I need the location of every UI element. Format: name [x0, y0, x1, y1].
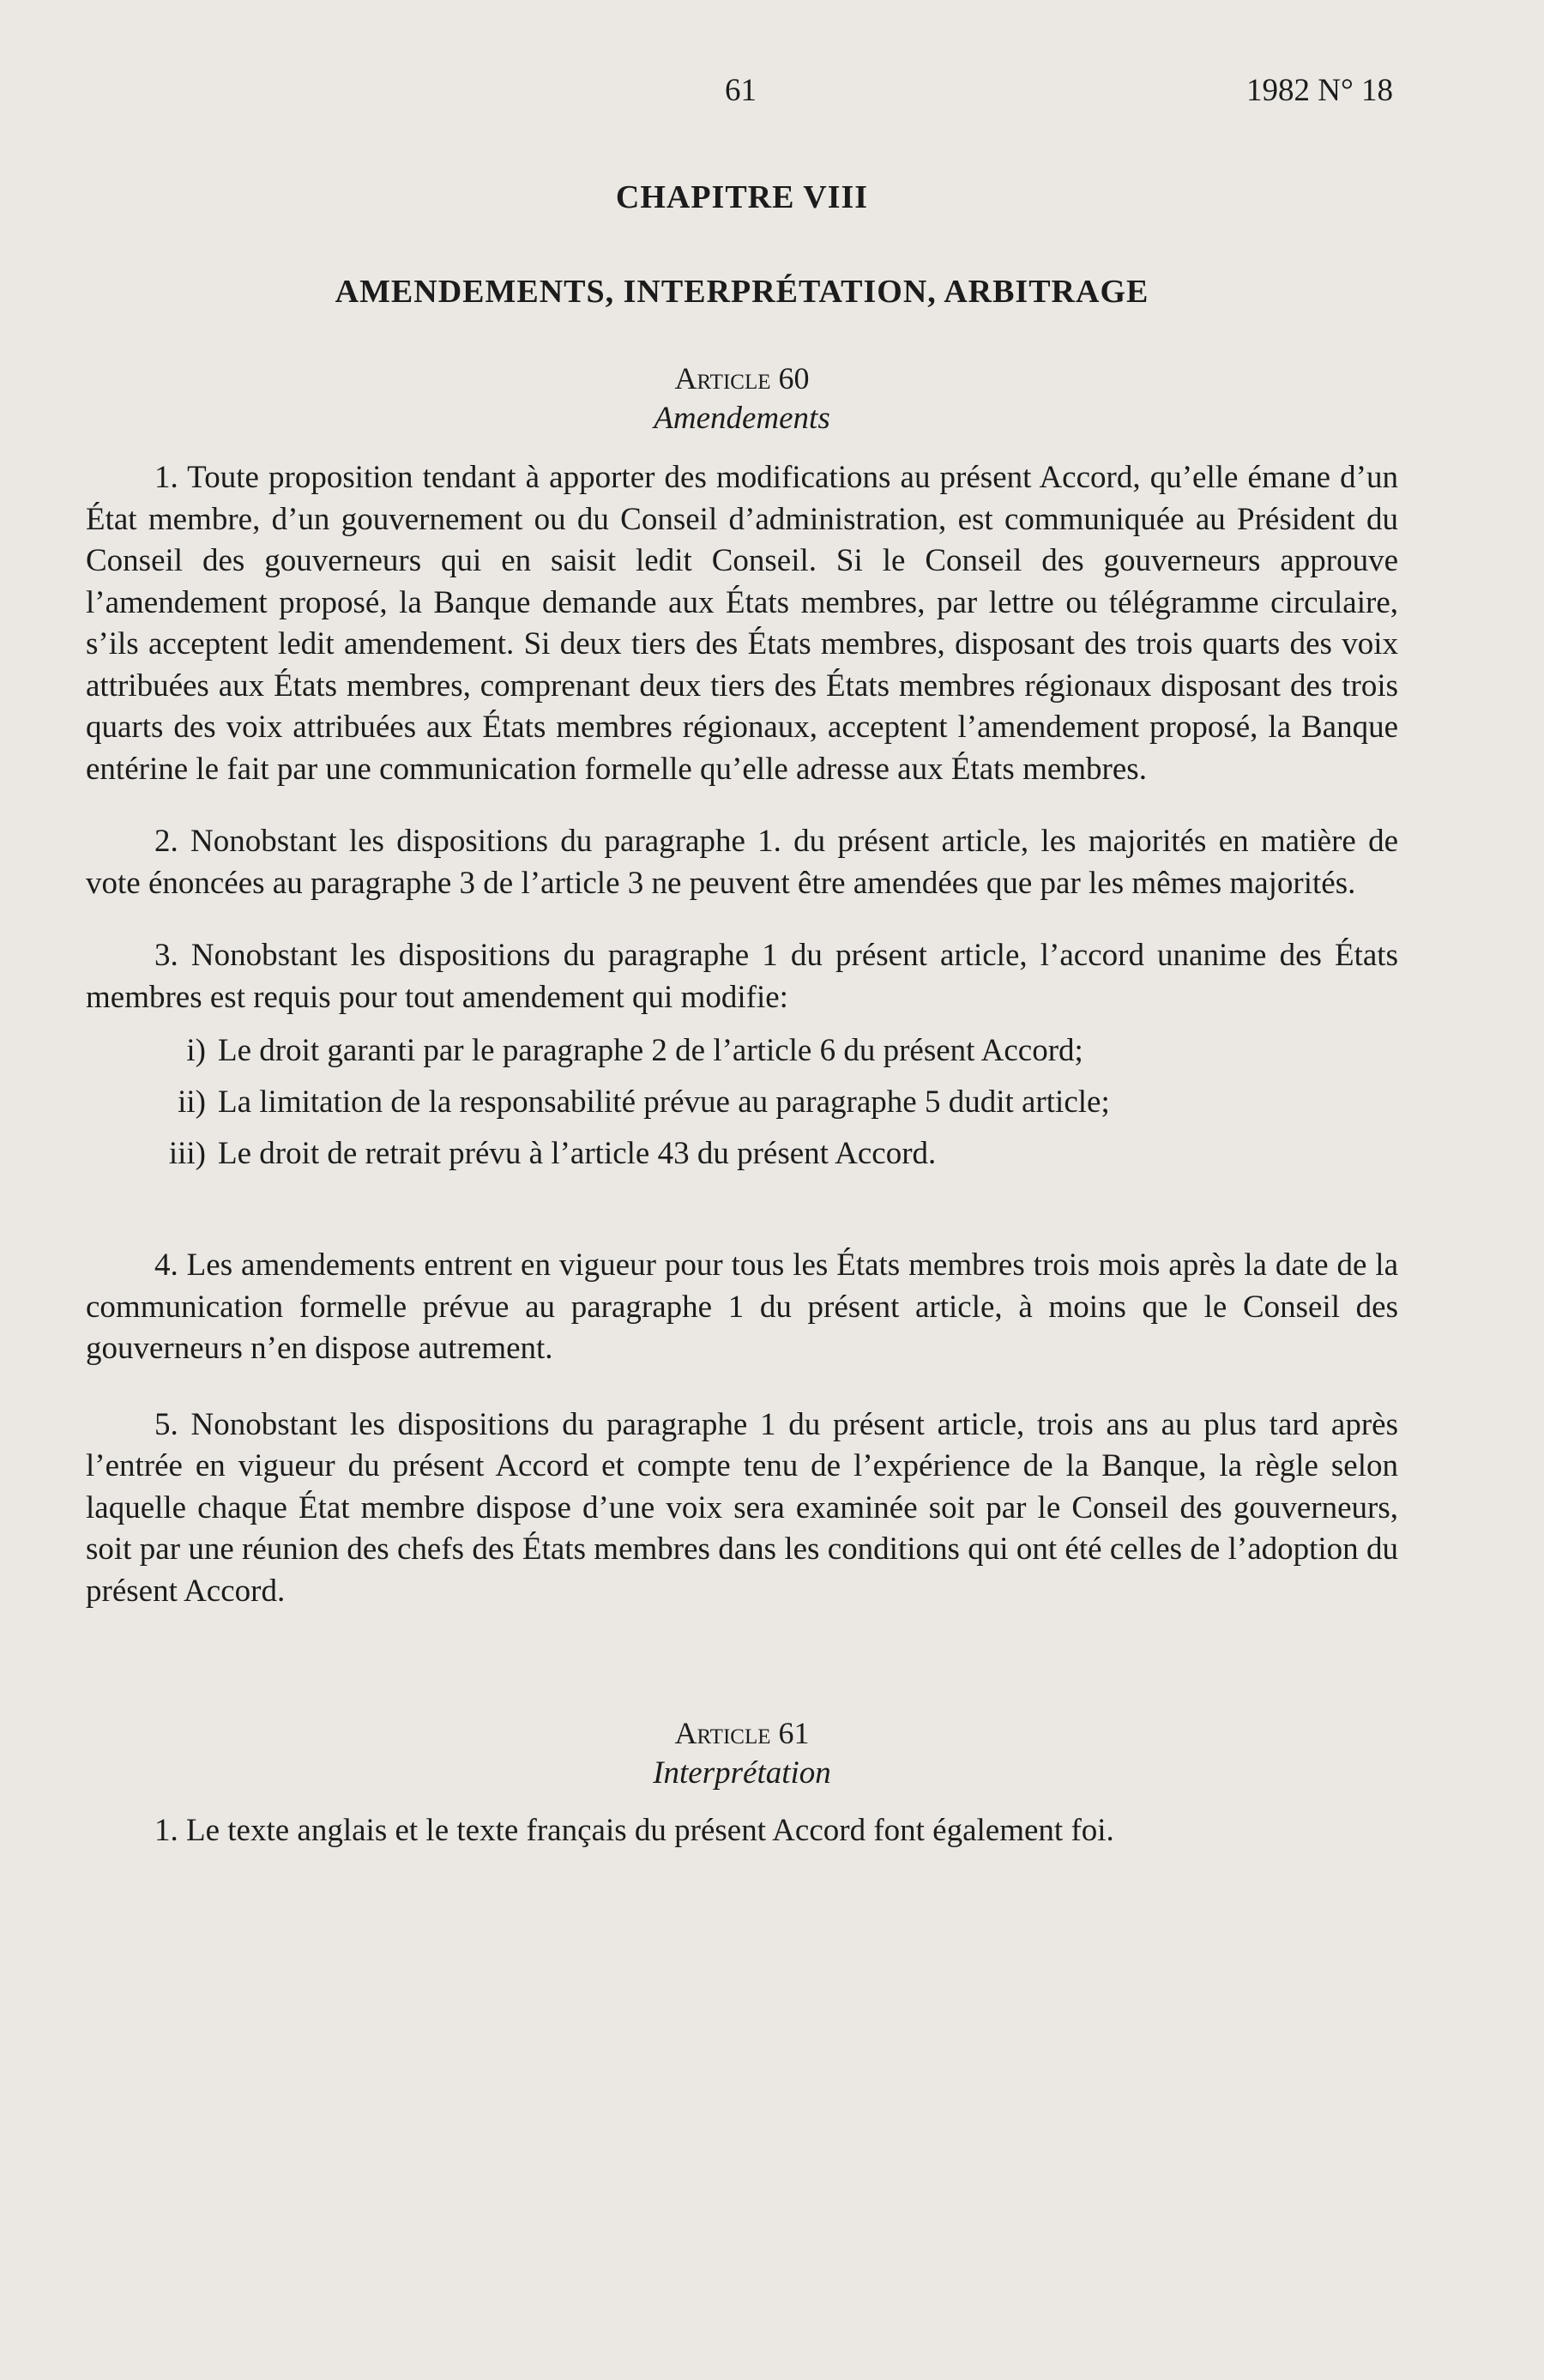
list-item-text: Le droit garanti par le paragraphe 2 de l’article 6 du présent Accord;: [218, 1033, 1083, 1068]
article-60-paragraph-3: 3. Nonobstant les dispositions du paragraphe 1 du présent article, l’accord unanime des États membres est requis pour tout amendement qui modifie:: [86, 938, 1398, 1015]
article-61: [86, 1715, 1398, 1852]
article-61-paragraph-1: 1. Le texte anglais et le texte français du présent Accord font également foi.: [154, 1813, 1114, 1848]
article-61-label: Article 61: [674, 1716, 810, 1750]
list-marker: iii): [168, 1136, 206, 1171]
article-60-label: Article 60: [674, 361, 810, 396]
article-60-paragraph-1: 1. Toute proposition tendant à apporter des modifications au présent Accord, qu’elle émane d’un État membre, d’un gouvernement ou du Conseil d’administration, est communiquée au Président du Conseil des gouverneurs qui en saisit ledit Conseil. Si le Conseil des gouverneurs approuve l’amendement proposé, la Banque demande aux États membres, par lettre ou télégramme circulaire, s’ils acceptent ledit amendement. Si deux tiers des États membres, disposant des trois quarts des voix attribuées aux États membres, comprenant deux tiers des États membres régionaux disposant des trois quarts des voix attribuées aux États membres régionaux, acceptent l’amendement proposé, la Banque entérine le fait par une communication formelle qu’elle adresse aux États membres.: [86, 460, 1398, 787]
article-60: [86, 360, 1398, 1612]
page-number: 61: [725, 73, 757, 108]
article-60-heading: Amendements: [654, 401, 830, 436]
amendment-conditions-list: [86, 1025, 1398, 1180]
article-61-heading: Interprétation: [653, 1755, 831, 1791]
list-item: [159, 1077, 1398, 1128]
page-content: [86, 172, 1398, 1852]
list-item: [159, 1025, 1398, 1077]
list-marker: ii): [178, 1084, 206, 1120]
chapter-title: CHAPITRE VIII: [615, 179, 869, 215]
document-reference: 1982 N° 18: [1245, 73, 1393, 108]
list-item-text: Le droit de retrait prévu à l’article 43 du présent Accord.: [218, 1136, 937, 1171]
list-item-text: La limitation de la responsabilité prévue au paragraphe 5 dudit article;: [218, 1084, 1110, 1120]
list-item: [159, 1128, 1398, 1180]
article-60-paragraph-4: 4. Les amendements entrent en vigueur pour tous les États membres trois mois après la date de la communication formelle prévue au paragraphe 1 du présent article, à moins que le Conseil des gouverneurs n’en dispose autrement.: [86, 1247, 1398, 1366]
chapter-subtitle: AMENDEMENTS, INTERPRÉTATION, ARBITRAGE: [335, 274, 1149, 310]
article-60-paragraph-2: 2. Nonobstant les dispositions du paragraphe 1. du présent article, les majorités en matière de vote énoncées au paragraphe 3 de l’article 3 ne peuvent être amendées que par les mêmes majorités.: [86, 824, 1398, 901]
page-header: [0, 72, 1544, 124]
article-60-paragraph-5: 5. Nonobstant les dispositions du paragraphe 1 du présent article, trois ans au plus tard après l’entrée en vigueur du présent Accord et compte tenu de l’expérience de la Banque, la règle selon laquelle chaque État membre dispose d’une voix sera examinée soit par le Conseil des gouverneurs, soit par une réunion des chefs des États membres dans les conditions qui ont été celles de l’adoption du présent Accord.: [86, 1406, 1398, 1609]
list-marker: i): [186, 1033, 206, 1068]
